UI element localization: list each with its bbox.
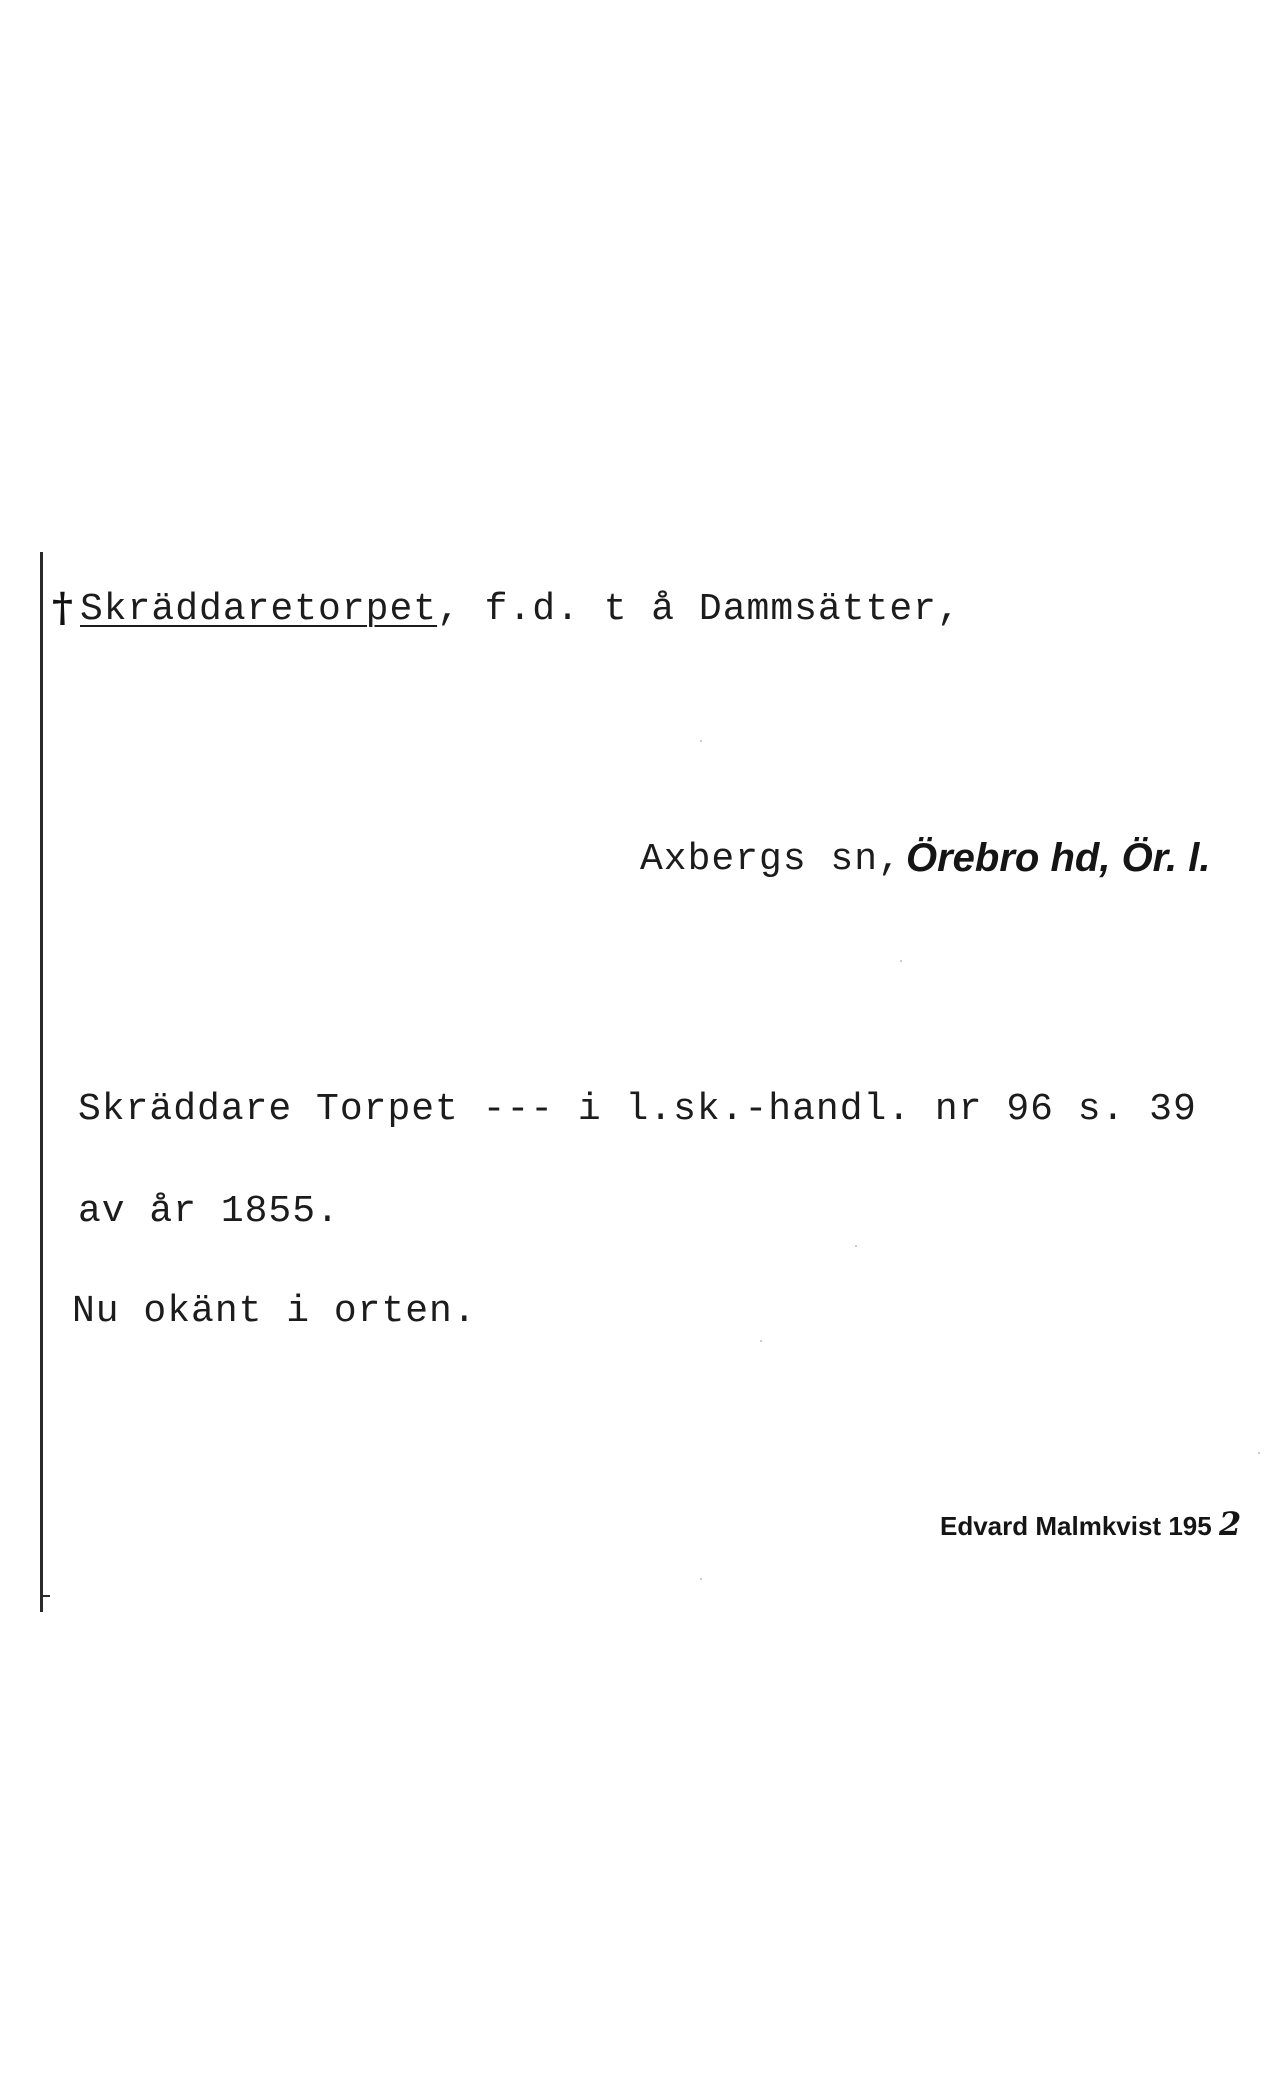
place-note: , f.d. t å Dammsätter, bbox=[437, 588, 961, 631]
paper-speck bbox=[760, 1340, 762, 1342]
dagger-symbol: † bbox=[52, 584, 73, 631]
signature-stamp bbox=[940, 1505, 1241, 1543]
signature-text: Edvard Malmkvist 195 bbox=[940, 1511, 1212, 1541]
paper-speck bbox=[1258, 1452, 1260, 1454]
parish-text: Axbergs sn, bbox=[640, 838, 902, 881]
paper-speck bbox=[700, 740, 702, 742]
paper-speck bbox=[900, 960, 902, 962]
place-name: Skräddaretorpet bbox=[80, 588, 438, 631]
left-margin-rule bbox=[40, 552, 43, 1612]
signature-year-digit: 2 bbox=[1218, 1505, 1242, 1543]
paper-speck bbox=[700, 1578, 702, 1580]
body-line-2: av år 1855. bbox=[78, 1190, 340, 1233]
district-stamp: Örebro hd, Ör. l. bbox=[906, 836, 1211, 880]
header-line bbox=[80, 588, 961, 631]
location-line bbox=[640, 838, 902, 881]
body-line-1: Skräddare Torpet --- i l.sk.-handl. nr 96 s. 39 bbox=[78, 1088, 1197, 1131]
left-margin-rule-foot bbox=[40, 1595, 50, 1597]
paper-speck bbox=[855, 1245, 857, 1247]
body-line-3: Nu okänt i orten. bbox=[72, 1290, 477, 1333]
